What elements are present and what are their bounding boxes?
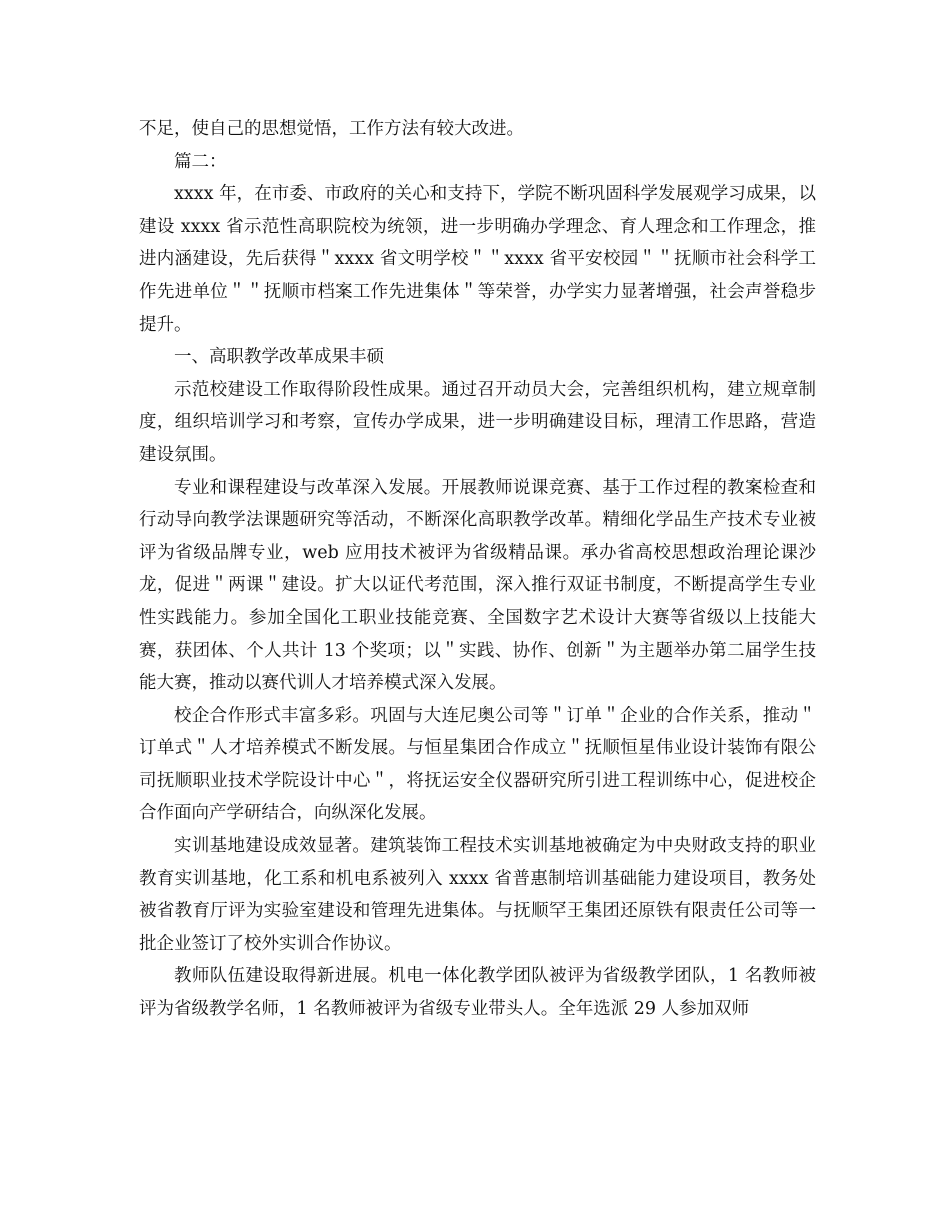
section-heading-teaching-reform: 一、高职教学改革成果丰硕	[174, 347, 384, 368]
paragraph-curriculum-reform: 专业和课程建设与改革深入发展。开展教师说课竞赛、基于工作过程的教案检查和行动导向教学法课题研究等活动，不断深化高职教学改革。精细化学品生产技术专业被评为省级品牌专业，web 应用技术被评为省级精品课。承办省高校思想政治理论课沙龙，促进＂两课＂建设。扩大以证代考范围，深入推行双证书制度，不断提高学生专业性实践能力。参加全国化工职业技能竞赛、全国数字艺术设计大赛等省级以上技能大赛，获团体、个人共计 13 个奖项；以＂实践、协作、创新＂为主题举办第二届学生技能大赛，推动以赛代训人才培养模式深入发展。	[139, 477, 816, 694]
paragraph-training-base: 实训基地建设成效显著。建筑装饰工程技术实训基地被确定为中央财政支持的职业教育实训基地，化工系和机电系被列入 xxxx 省普惠制培训基础能力建设项目，教务处被省教育厅评为实验室建设和管理先进集体。与抚顺罕王集团还原铁有限责任公司等一批企业签订了校外实训合作协议。	[139, 836, 816, 954]
paragraph-continuation: 不足，使自己的思想觉悟，工作方法有较大改进。	[139, 119, 524, 139]
section-heading-part-two: 篇二：	[174, 151, 227, 172]
paragraph-school-enterprise: 校企合作形式丰富多彩。巩固与大连尼奥公司等＂订单＂企业的合作关系，推动＂订单式＂人才培养模式不断发展。与恒星集团合作成立＂抚顺恒星伟业设计装饰有限公司抚顺职业技术学院设计中心＂，将抚运安全仪器研究所引进工程训练中心，促进校企合作面向产学研结合，向纵深化发展。	[139, 705, 816, 824]
document-body	[139, 113, 816, 1026]
paragraph-teaching-staff: 教师队伍建设取得新进展。机电一体化教学团队被评为省级教学团队，1 名教师被评为省级教学名师，1 名教师被评为省级专业带头人。全年选派 29 人参加双师	[139, 966, 816, 1020]
paragraph-intro: xxxx 年，在市委、市政府的关心和支持下，学院不断巩固科学发展观学习成果，以建设 xxxx 省示范性高职院校为统领，进一步明确办学理念、育人理念和工作理念，推进内涵建设，先后获得＂xxxx 省文明学校＂＂xxxx 省平安校园＂＂抚顺市社会科学工作先进单位＂＂抚顺市档案工作先进集体＂等荣誉，办学实力显著增强，社会声誉稳步提升。	[139, 184, 816, 335]
paragraph-demonstration-school: 示范校建设工作取得阶段性成果。通过召开动员大会，完善组织机构，建立规章制度，组织培训学习和考察，宣传办学成果，进一步明确建设目标，理清工作思路，营造建设氛围。	[139, 379, 816, 465]
